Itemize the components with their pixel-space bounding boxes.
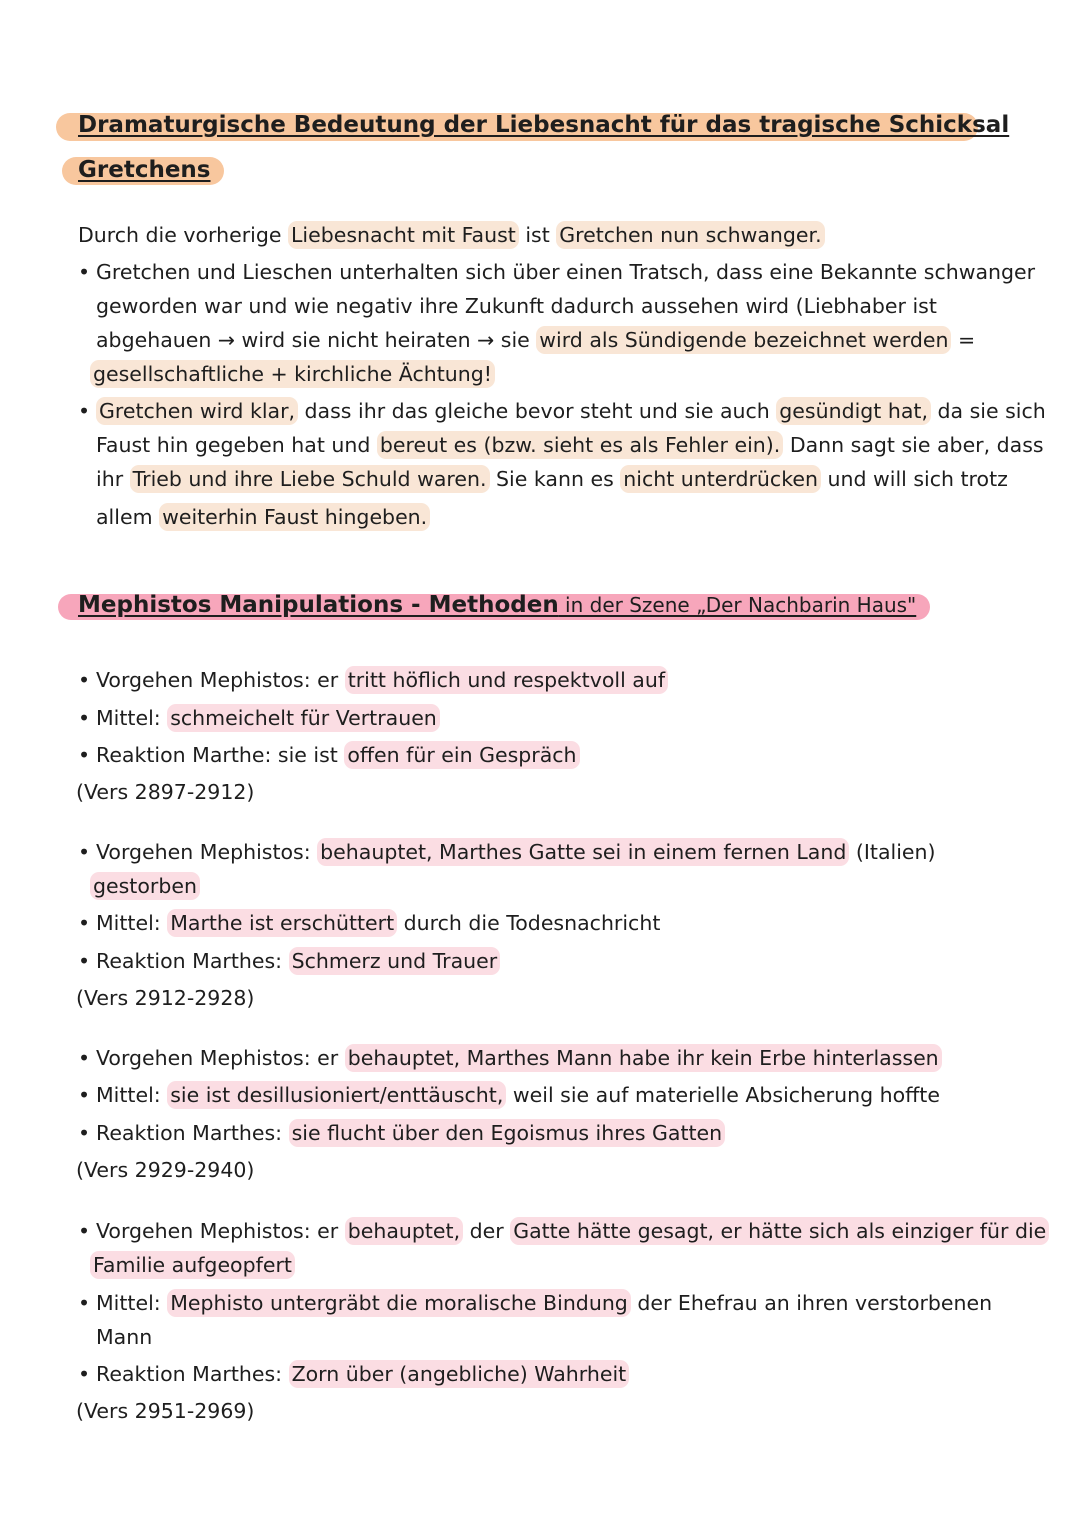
- list-item: • Vorgehen Mephistos: behauptet, Marthes Gatte sei in einem fernen Land (Italien): [78, 840, 936, 864]
- list-item-cont: allem weiterhin Faust hingeben.: [96, 502, 430, 532]
- list-item: • Gretchen und Lieschen unterhalten sich über einen Tratsch, dass eine Bekannte schwanger: [78, 260, 1036, 284]
- list-item: • Vorgehen Mephistos: er behauptet, der Gatte hätte gesagt, er hätte sich als einziger für die: [78, 1216, 1049, 1246]
- list-item: • Vorgehen Mephistos: er tritt höflich und respektvoll auf: [78, 665, 668, 695]
- list-item-cont: geworden war und wie negativ ihre Zukunft dadurch aussehen wird (Liebhaber ist: [96, 294, 937, 318]
- list-item-cont: Familie aufgeopfert: [90, 1250, 295, 1280]
- list-item: • Gretchen wird klar, dass ihr das gleiche bevor steht und sie auch gesündigt hat, da sie sich: [78, 399, 1046, 423]
- section1-heading-cont: Gretchens: [78, 157, 211, 183]
- verse-reference: (Vers 2912-2928): [76, 986, 255, 1010]
- verse-reference: (Vers 2951-2969): [76, 1399, 255, 1423]
- verse-reference: (Vers 2897-2912): [76, 780, 255, 804]
- list-item-cont: abgehauen → wird sie nicht heiraten → sie wird als Sündigende bezeichnet werden =: [96, 328, 976, 352]
- list-item-cont: ihr Trieb und ihre Liebe Schuld waren. Sie kann es nicht unterdrücken und will sich trotz: [96, 467, 1008, 491]
- list-item: • Mittel: schmeichelt für Vertrauen: [78, 703, 440, 733]
- list-item: • Vorgehen Mephistos: er behauptet, Marthes Mann habe ihr kein Erbe hinterlassen: [78, 1043, 942, 1073]
- list-item: • Mittel: Marthe ist erschüttert durch die Todesnachricht: [78, 911, 661, 935]
- section2-heading: Mephistos Manipulations - Methoden in der Szene „Der Nachbarin Haus": [78, 592, 917, 618]
- list-item-cont: Faust hin gegeben hat und bereut es (bzw. sieht es als Fehler ein). Dann sagt sie aber, dass: [96, 433, 1044, 457]
- list-item: • Reaktion Marthe: sie ist offen für ein Gespräch: [78, 740, 580, 770]
- list-item: • Mittel: sie ist desillusioniert/enttäuscht, weil sie auf materielle Absicherung hoffte: [78, 1083, 940, 1107]
- list-item: • Reaktion Marthes: sie flucht über den Egoismus ihres Gatten: [78, 1118, 725, 1148]
- section1-intro: Durch die vorherige Liebesnacht mit Faust ist Gretchen nun schwanger.: [78, 220, 825, 250]
- list-item-cont: gesellschaftliche + kirchliche Ächtung!: [90, 359, 495, 389]
- list-item: • Mittel: Mephisto untergräbt die moralische Bindung der Ehefrau an ihren verstorbenen: [78, 1291, 993, 1315]
- verse-reference: (Vers 2929-2940): [76, 1158, 255, 1182]
- list-item: • Reaktion Marthes: Schmerz und Trauer: [78, 946, 500, 976]
- section1-heading: Dramaturgische Bedeutung der Liebesnacht für das tragische Schicksal: [78, 112, 1010, 138]
- list-item-cont: Mann: [96, 1325, 153, 1349]
- list-item-cont: gestorben: [90, 871, 200, 901]
- list-item: • Reaktion Marthes: Zorn über (angebliche) Wahrheit: [78, 1359, 629, 1389]
